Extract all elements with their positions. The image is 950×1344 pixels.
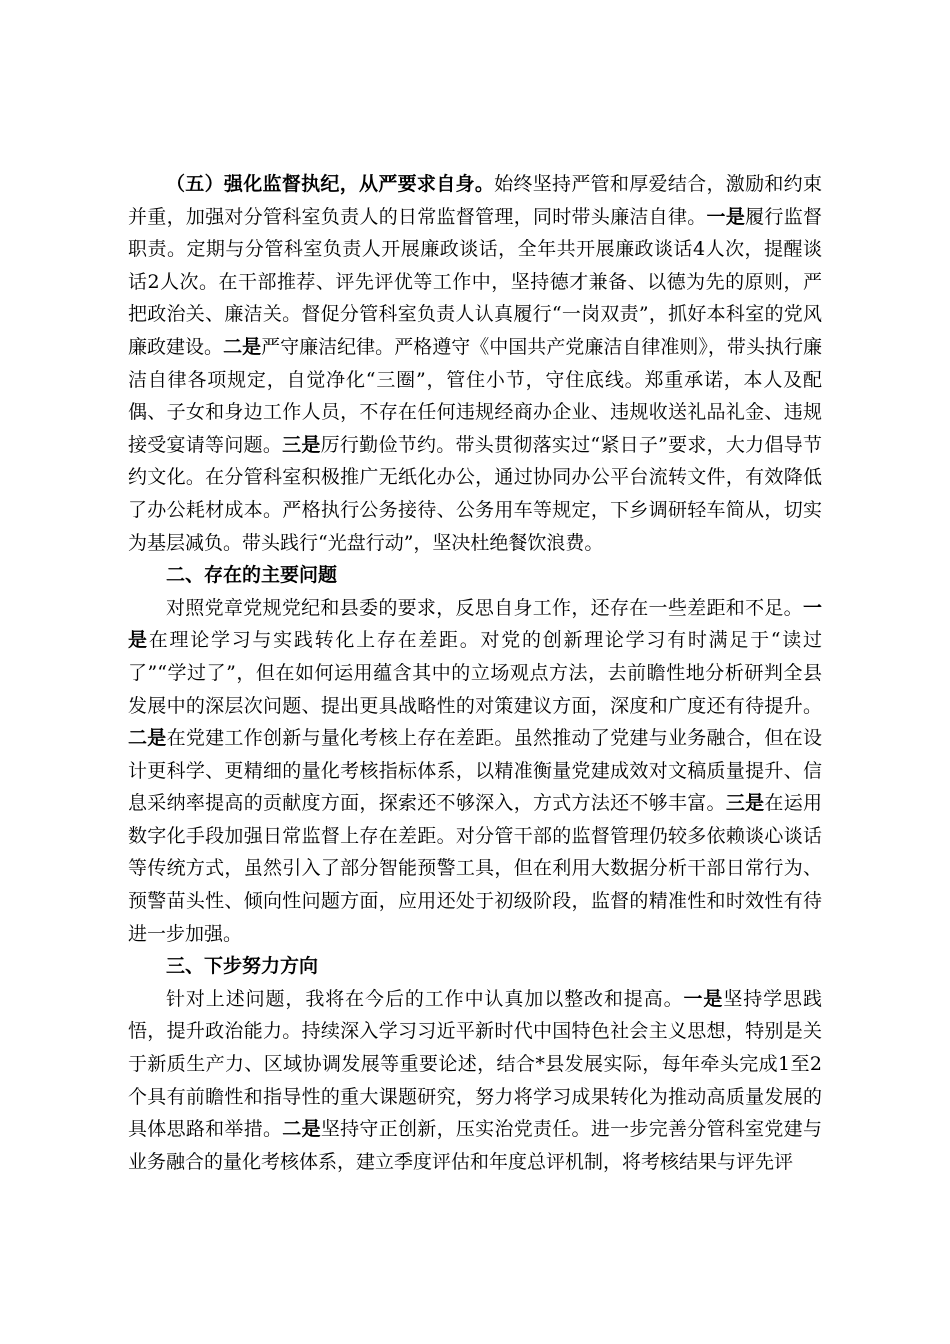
point-marker: 二是: [282, 1118, 321, 1141]
point-marker: 三是: [725, 792, 765, 815]
point-marker: 一是: [706, 205, 746, 228]
point-marker: 一是: [128, 596, 822, 652]
text-run: 在理论学习与实践转化上存在差距。对党的创新理论学习有时满足于“读过了”“学过了”，但在如何运用蕴含其中的立场观点方法，去前瞻性地分析研判全县发展中的深层次问题、提出更具战略性的对策建议方面，深度和广度还有待提升。: [128, 629, 822, 717]
point-marker: 三是: [282, 433, 321, 456]
point-marker: 二是: [223, 335, 262, 358]
section-heading-inline: （五）强化监督执纪，从严要求自身。: [166, 173, 495, 195]
section-heading-problems: 二、存在的主要问题: [166, 564, 338, 587]
paragraph-problems: [128, 592, 822, 951]
point-marker: 二是: [128, 727, 167, 750]
text-run: 针对上述问题，我将在今后的工作中认真加以整改和提高。: [166, 987, 684, 1010]
text-run: 严守廉洁纪律。严格遵守《中国共产党廉洁自律准则》，带头执行廉洁自律各项规定，自觉净化“三圈”，管住小节，守住底线。郑重承诺，本人及配偶、子女和身边工作人员，不存在任何违规经商办企业、违规收送礼品礼金、违规接受宴请等问题。: [128, 335, 822, 456]
text-run: 坚持学思践悟，提升政治能力。持续深入学习习近平新时代中国特色社会主义思想，特别是关于新质生产力、区域协调发展等重要论述，结合*县发展实际，每年牵头完成1至2个具有前瞻性和指导性的重大课题研究，努力将学习成果转化为推动高质量发展的具体思路和举措。: [128, 987, 822, 1141]
paragraph-direction: [128, 983, 822, 1179]
text-run: 履行监督职责。定期与分管科室负责人开展廉政谈话，全年共开展廉政谈话4人次，提醒谈话2人次。在干部推荐、评先评优等工作中，坚持德才兼备、以德为先的原则，严把政治关、廉洁关。督促分管科室负责人认真履行“一岗双责”，抓好本科室的党风廉政建设。: [128, 205, 822, 358]
text-run: 厉行勤俭节约。带头贯彻落实过“紧日子”要求，大力倡导节约文化。在分管科室积极推广无纸化办公，通过协同办公平台流转文件，有效降低了办公耗材成本。严格执行公务接待、公务用车等规定，下乡调研轻车简从，切实为基层减负。带头践行“光盘行动”，坚决杜绝餐饮浪费。: [128, 433, 822, 554]
text-run: 始终坚持严管和厚爱结合，激励和约束并重，加强对分管科室负责人的日常监督管理，同时带头廉洁自律。: [128, 173, 822, 228]
text-run: 坚持守正创新，压实治党责任。进一步完善分管科室党建与业务融合的量化考核体系，建立季度评估和年度总评机制，将考核结果与评先评: [128, 1118, 822, 1173]
section-heading-direction: 三、下步努力方向: [166, 955, 319, 978]
text-run: 对照党章党规党纪和县委的要求，反思自身工作，还存在一些差距和不足。: [166, 596, 803, 619]
point-marker: 一是: [683, 987, 724, 1010]
paragraph-supervision: [128, 168, 822, 559]
text-run: 在运用数字化手段加强日常监督上存在差距。对分管干部的监督管理仍较多依赖谈心谈话等传统方式，虽然引入了部分智能预警工具，但在利用大数据分析干部日常行为、预警苗头性、倾向性问题方面，应用还处于初级阶段，监督的精准性和时效性有待进一步加强。: [128, 792, 822, 945]
text-run: 在党建工作创新与量化考核上存在差距。虽然推动了党建与业务融合，但在设计更科学、更精细的量化考核指标体系，以精准衡量党建成效对文稿质量提升、信息采纳率提高的贡献度方面，探索还不够深入，方式方法还不够丰富。: [128, 727, 822, 815]
